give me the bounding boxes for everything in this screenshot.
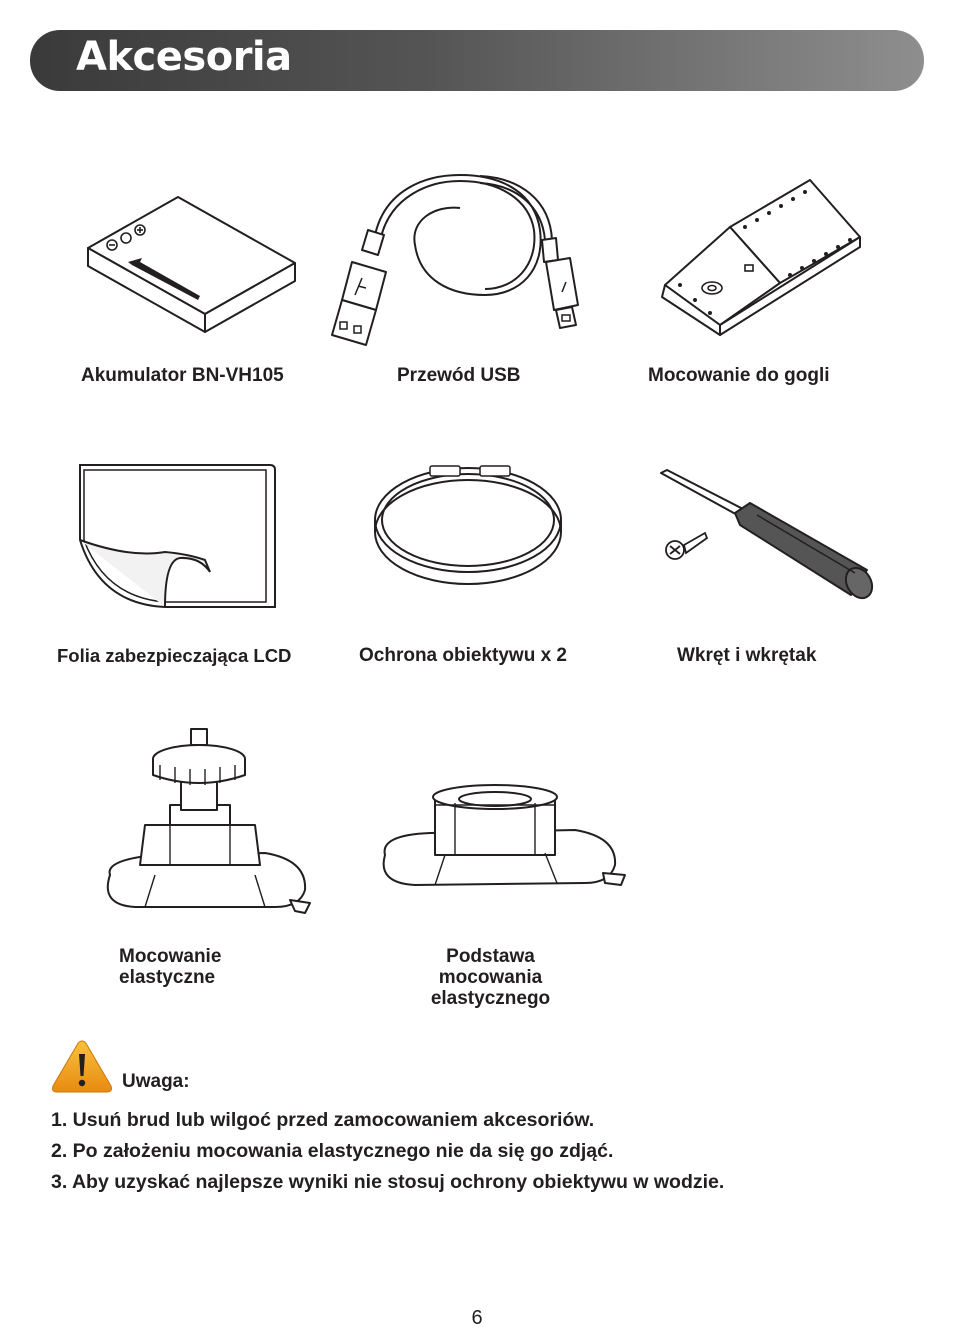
warning-icon xyxy=(50,1038,114,1094)
note-line-3: 3. Aby uzyskać najlepsze wyniki nie stosuj ochrony obiektywu w wodzie. xyxy=(51,1171,725,1193)
usb-cable-label: Przewód USB xyxy=(397,365,521,386)
goggle-mount-icon xyxy=(650,175,870,345)
elastic-mount-label xyxy=(119,946,221,988)
page-number: 6 xyxy=(471,1307,483,1329)
elastic-mount-label-line-1: Mocowanie xyxy=(119,946,222,967)
battery-label: Akumulator BN-VH105 xyxy=(81,365,284,386)
battery-icon xyxy=(80,190,310,340)
screwdriver-item xyxy=(655,465,875,666)
elastic-mount-label-line-2: elastyczne xyxy=(119,967,216,988)
mount-base-label-line-1: Podstawa xyxy=(446,946,535,967)
mount-base-item xyxy=(375,775,630,1009)
mount-base-label-line-3: elastycznego xyxy=(430,988,551,1009)
lens-protector-icon xyxy=(370,460,570,590)
mount-base-label-line-2: mocowania xyxy=(438,967,543,988)
note-title: Uwaga: xyxy=(122,1071,190,1092)
lcd-film-icon xyxy=(70,462,280,612)
lcd-film-item xyxy=(57,462,292,666)
lcd-film-label: Folia zabezpieczająca LCD xyxy=(57,645,292,666)
mount-base-label xyxy=(423,946,558,1009)
goggle-mount-label: Mocowanie do gogli xyxy=(648,365,830,386)
usb-cable-icon xyxy=(330,170,590,350)
lens-protector-item xyxy=(359,460,570,666)
usb-cable-item xyxy=(330,170,590,386)
screwdriver-label: Wkręt i wkrętak xyxy=(677,645,817,666)
note-line-1: 1. Usuń brud lub wilgoć przed zamocowaniem akcesoriów. xyxy=(51,1109,595,1131)
warning-item xyxy=(50,1038,114,1094)
elastic-mount-icon xyxy=(95,725,320,920)
screwdriver-icon xyxy=(655,465,875,605)
mount-base-icon xyxy=(375,775,630,895)
page-header xyxy=(30,30,924,91)
lens-protector-label: Ochrona obiektywu x 2 xyxy=(359,645,567,666)
elastic-mount-item xyxy=(95,725,320,988)
page-title: Akcesoria xyxy=(76,34,292,80)
note-line-2: 2. Po założeniu mocowania elastycznego nie da się go zdjąć. xyxy=(51,1140,614,1162)
battery-item xyxy=(80,190,310,386)
goggle-mount-item xyxy=(648,175,870,386)
